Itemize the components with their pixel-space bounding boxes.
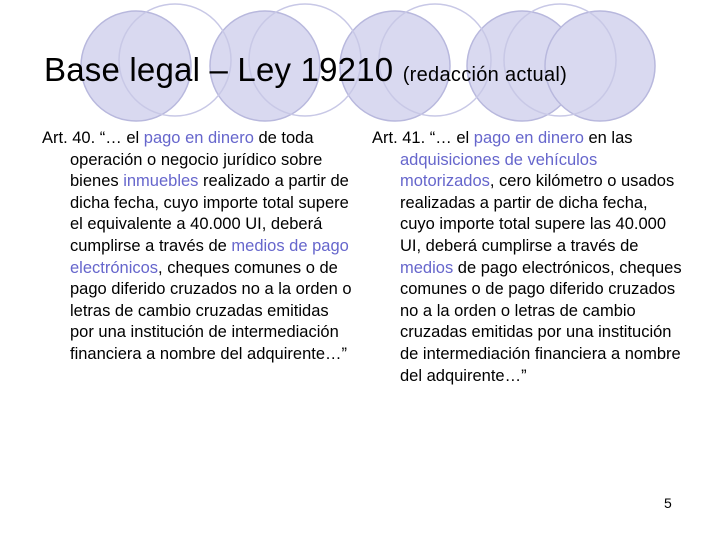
article-41-highlight-vehicles: adquisiciones de vehículos motorizados [400,150,598,191]
article-41-highlight-means: medios [400,258,454,277]
article-40-column [42,128,352,366]
page-number: 5 [664,495,672,511]
article-40-text-part: , cheques comunes o de pago diferido cruzados no a la orden o letras de cambio cruzadas emitidas por una institución de intermediación financiera a nombre del adquirente…” [70,258,352,363]
article-41-text-part: de pago electrónicos, cheques comunes o de pago diferido cruzados no a la orden o letras de cambio cruzadas emitidas por una institución de intermediación financiera a nombre del adquirente…” [400,258,682,385]
article-40-highlight-electronic-means: medios de pago electrónicos [70,236,349,277]
article-41-column [372,128,682,387]
article-40-text [42,128,352,366]
article-41-highlight-payment: pago en dinero [473,129,584,147]
article-40-text-part: de toda operación o negocio jurídico sobre bienes [70,129,323,191]
article-41-text-part: , cero kilómetro o usados realizadas a partir de dicha fecha, cuyo importe total supere las 40.000 UI, deberá cumplirse a través de [400,172,675,255]
article-40-text-part: Art. 40. “… el [42,129,144,147]
article-41-text [372,128,682,387]
slide-title-main: Base legal – Ley 19210 [44,51,394,88]
article-41-text-part: Art. 41. “… el [372,129,474,147]
article-40-highlight-property: inmuebles [123,172,199,191]
article-40-highlight-payment: pago en dinero [143,129,254,147]
article-41-text-part: en las [583,129,633,147]
slide-title [44,50,567,95]
article-40-text-part: realizado a partir de dicha fecha, cuyo importe total supere el equivalente a 40.000 UI, deberá cumplirse a través de [70,172,349,255]
slide-title-subtitle: (redacción actual) [402,64,568,86]
